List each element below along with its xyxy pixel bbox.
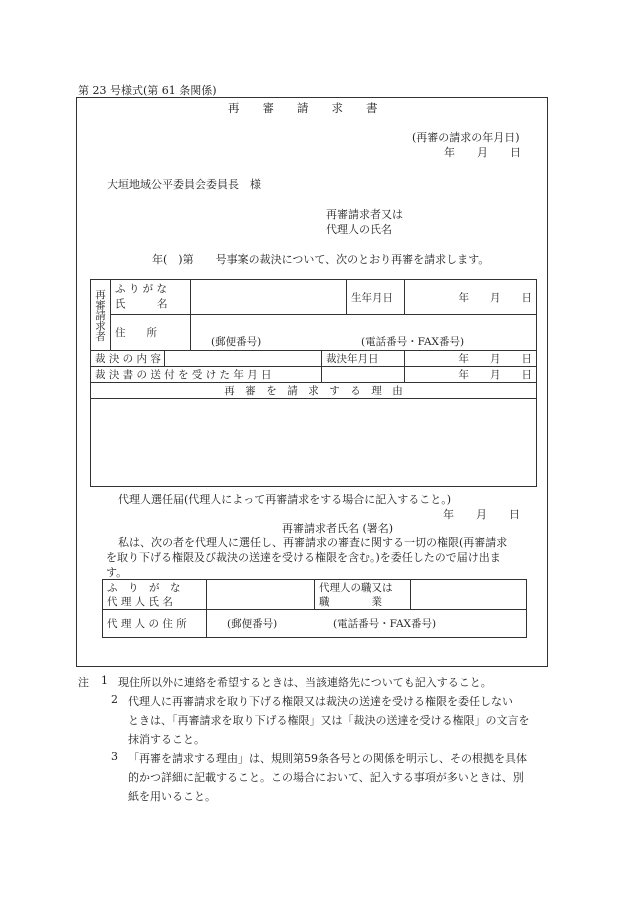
decision-date-value[interactable]: 年 月 日 bbox=[405, 351, 537, 367]
agent-address-label: 代 理 人 の 住 所 bbox=[103, 610, 207, 638]
furigana-label: ふ り が な bbox=[115, 283, 168, 295]
agent-signer-label: 再審請求者氏名 (署名) bbox=[282, 522, 394, 535]
name-label-cell bbox=[111, 280, 191, 315]
form-number: 第 23 号様式(第 61 条関係) bbox=[78, 84, 217, 97]
agent-name-field[interactable] bbox=[207, 580, 315, 610]
agent-phone-label: (電話番号・FAX番号) bbox=[333, 618, 437, 630]
note-1-text: 現住所以外に連絡を希望するときは、当該連絡先についても記入すること。 bbox=[118, 676, 492, 689]
note-1-number: 1 bbox=[101, 674, 108, 687]
delivery-date-value[interactable]: 年 月 日 bbox=[405, 367, 537, 383]
agent-date-ymd: 年 月 日 bbox=[443, 508, 520, 521]
agent-job-label-1: 代理人の職又は bbox=[319, 581, 393, 594]
agent-postal-label: (郵便番号) bbox=[227, 618, 278, 630]
agent-body-2: を取り下げる権限及び裁決の送達を受ける権限を含む。)を委任したので届け出ま bbox=[106, 551, 501, 564]
birthdate-value[interactable]: 年 月 日 bbox=[405, 280, 537, 315]
requester-vertical-label: 再審請求者 bbox=[91, 280, 111, 351]
name-label: 氏 名 bbox=[115, 298, 168, 310]
note-3-number: 3 bbox=[111, 750, 118, 763]
note-2-line-3: 抹消すること。 bbox=[128, 733, 205, 746]
postal-label: (郵便番号) bbox=[211, 336, 262, 348]
decision-content-label: 裁 決 の 内 容 bbox=[91, 351, 165, 367]
agent-name-label-cell bbox=[103, 580, 207, 610]
notes-label: 注 bbox=[78, 676, 89, 689]
request-date-ymd: 年 月 日 bbox=[444, 146, 521, 159]
name-field[interactable] bbox=[191, 280, 347, 315]
decision-date-label: 裁決年月日 bbox=[322, 351, 405, 367]
agent-body-3: す。 bbox=[106, 566, 128, 579]
agent-table bbox=[102, 579, 527, 638]
agent-job-label-cell bbox=[315, 580, 411, 610]
note-3-line-1: 「再審を請求する理由」は、規則第59条各号との関係を明示し、その根拠を具体 bbox=[128, 752, 527, 765]
note-2-line-2: ときは、「再審請求を取り下げる権限」又は「裁決の送達を受ける権限」の文言を bbox=[128, 714, 530, 727]
requester-table bbox=[90, 279, 537, 487]
agent-job-label-2: 職 業 bbox=[319, 595, 382, 608]
delivery-date-label: 裁 決 書 の 送 付 を 受 け た 年 月 日 bbox=[91, 367, 322, 383]
note-2-line-1: 代理人に再審請求を取り下げる権限又は裁決の送達を受ける権限を委任しない bbox=[128, 695, 513, 708]
request-date-label: (再審の請求の年月日) bbox=[412, 131, 520, 144]
form-title: 再 審 請 求 書 bbox=[228, 101, 378, 115]
decision-content-field[interactable] bbox=[165, 351, 322, 367]
requester-label-2: 代理人の氏名 bbox=[326, 223, 392, 236]
addressee: 大垣地域公平委員会委員長 様 bbox=[107, 178, 261, 191]
agent-furigana-label: ふ り が な bbox=[107, 581, 181, 594]
address-label: 住 所 bbox=[111, 315, 191, 351]
note-3-line-3: 紙を用いること。 bbox=[128, 790, 216, 803]
note-2-number: 2 bbox=[111, 693, 118, 706]
birthdate-label: 生年月日 bbox=[347, 280, 405, 315]
intro-text: 年( )第 号事案の裁決について、次のとおり再審を請求します。 bbox=[152, 253, 490, 266]
agent-name-label: 代 理 人 氏 名 bbox=[107, 595, 173, 608]
reason-header: 再 審 を 請 求 す る 理 由 bbox=[91, 383, 537, 399]
note-3-line-2: 的かつ詳細に記載すること。この場合において、記入する事項が多いときは、別 bbox=[128, 771, 524, 784]
agent-job-field[interactable] bbox=[411, 580, 527, 610]
agent-body-1: 私は、次の者を代理人に選任し、再審請求の審査に関する一切の権限(再審請求 bbox=[118, 536, 508, 549]
requester-label-1: 再審請求者又は bbox=[326, 208, 403, 221]
delivery-date-field[interactable] bbox=[322, 367, 405, 383]
reason-field[interactable] bbox=[91, 399, 537, 487]
agent-address-field[interactable] bbox=[207, 610, 527, 638]
phone-label: (電話番号・FAX番号) bbox=[361, 336, 465, 348]
address-field[interactable] bbox=[191, 315, 537, 351]
agent-title: 代理人選任届(代理人によって再審請求をする場合に記入すること。) bbox=[118, 493, 452, 506]
